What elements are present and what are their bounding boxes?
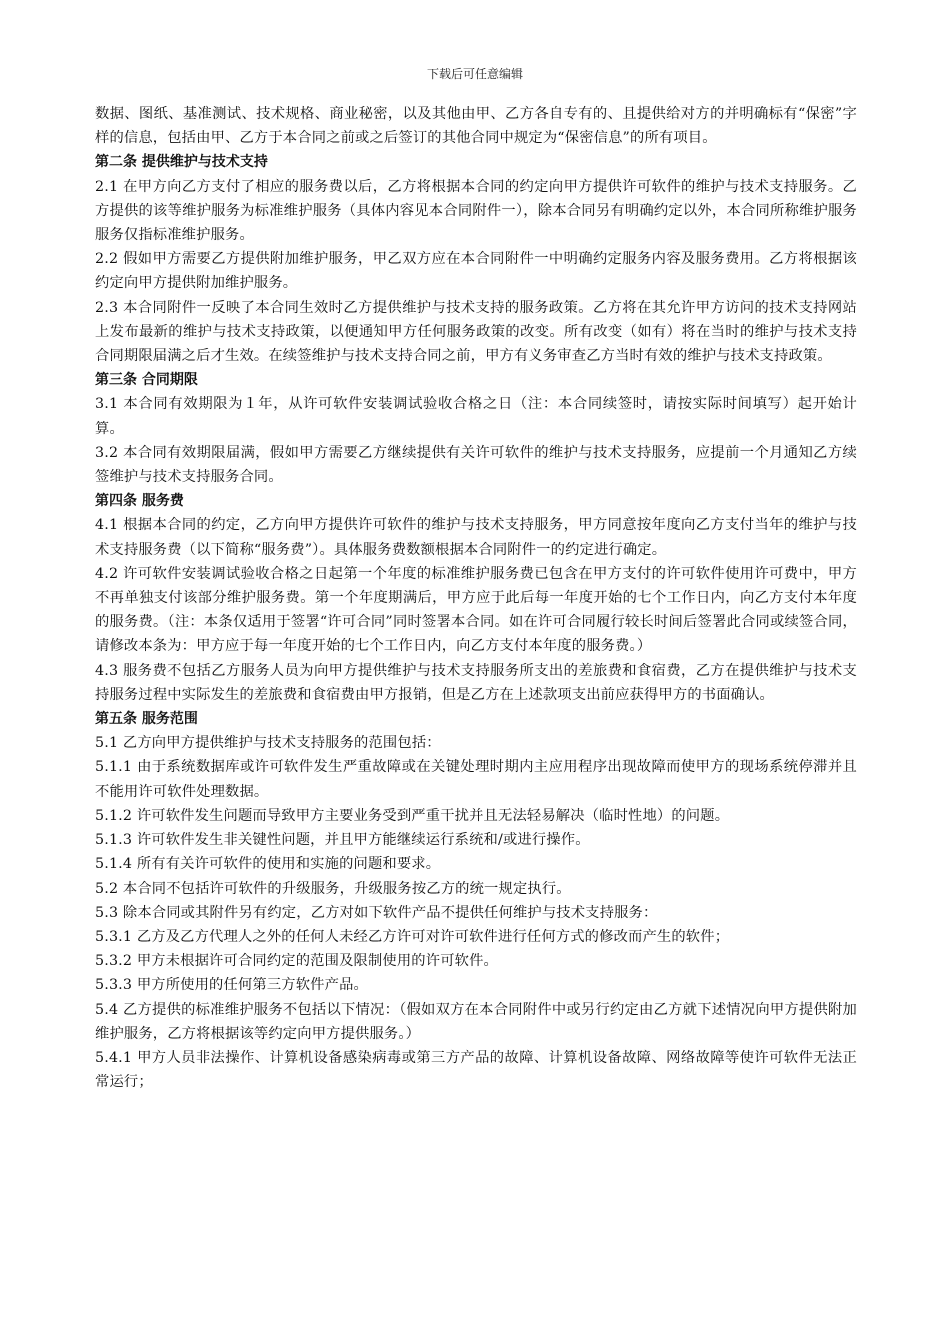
paragraph: 2.2 假如甲方需要乙方提供附加维护服务，甲乙双方应在本合同附件一中明确约定服务内容及服务费用。乙方将根据该约定向甲方提供附加维护服务。 (95, 251, 857, 292)
paragraph: 5.4.1 甲方人员非法操作、计算机设备感染病毒或第三方产品的故障、计算机设备故障、网络故障等使许可软件无法正常运行； (95, 1049, 857, 1091)
paragraph: 5.3.1 乙方及乙方代理人之外的任何人未经乙方许可对许可软件进行任何方式的修改而产生的软件； (95, 928, 730, 945)
paragraph: 3.1 本合同有效期限为１年，从许可软件安装调试验收合格之日（注：本合同续签时，请按实际时间填写）起开始计算。 (95, 396, 857, 437)
paragraph: 5.4 乙方提供的标准维护服务不包括以下情况：（假如双方在本合同附件中或另行约定由乙方就下述情况向甲方提供附加维护服务，乙方将根据该等约定向甲方提供服务。） (95, 1001, 857, 1042)
paragraph: 5.1.4 所有有关许可软件的使用和实施的问题和要求。 (95, 856, 441, 873)
paragraph: 5.1.3 许可软件发生非关键性问题，并且甲方能继续运行系统和/或进行操作。 (95, 832, 590, 849)
paragraph: 5.1 乙方向甲方提供维护与技术支持服务的范围包括： (95, 735, 441, 752)
paragraph: 3.2 本合同有效期限届满，假如甲方需要乙方继续提供有关许可软件的维护与技术支持服务，应提前一个月通知乙方续签维护与技术支持服务合同。 (95, 444, 857, 486)
section-heading: 第三条 合同期限 (95, 372, 198, 389)
paragraph: 5.2 本合同不包括许可软件的升级服务，升级服务按乙方的统一规定执行。 (95, 880, 571, 897)
paragraph: 数据、图纸、基准测试、技术规格、商业秘密，以及其他由甲、乙方各自专有的、且提供给对方的并明确标有“保密”字样的信息，包括由甲、乙方于本合同之前或之后签订的其他合同中规定为“保密信息”的所有项目。 (95, 106, 857, 147)
paragraph: 5.3.3 甲方所使用的任何第三方软件产品。 (95, 977, 368, 994)
paragraph: 2.1 在甲方向乙方支付了相应的服务费以后，乙方将根据本合同的约定向甲方提供许可软件的维护与技术支持服务。乙方提供的该等维护服务为标准维护服务（具体内容见本合同附件一），除本合同另有明确约定以外，本合同所称维护服务服务仅指标准维护服务。 (95, 178, 857, 244)
paragraph: 5.3 除本合同或其附件另有约定，乙方对如下软件产品不提供任何维护与技术支持服务： (95, 904, 658, 921)
paragraph: 4.1 根据本合同的约定，乙方向甲方提供许可软件的维护与技术支持服务，甲方同意按年度向乙方支付当年的维护与技术支持服务费（以下简称“服务费”）。具体服务费数额根据本合同附件一的约定进行确定。 (95, 517, 857, 558)
section-heading: 第四条 服务费 (95, 493, 184, 510)
page-header: 下载后可任意编辑 (426, 67, 523, 81)
paragraph: 5.1.2 许可软件发生问题而导致甲方主要业务受到严重干扰并且无法轻易解决（临时性地）的问题。 (95, 807, 730, 824)
paragraph: 4.2 许可软件安装调试验收合格之日起第一个年度的标准维护服务费已包含在甲方支付的许可软件使用许可费中，甲方不再单独支付该部分维护服务费。第一个年度期满后，甲方应于此后每一年度开始的七个工作日内，向乙方支付本年度的服务费。（注：本条仅适用于签署“许可合同”同时签署本合同。如在许可合同履行较长时间后签署此合同或续签合同，请修改本条为：甲方应于每一年度开始的七个工作日内，向乙方支付本年度的服务费。） (95, 565, 857, 655)
section-heading: 第二条 提供维护与技术支持 (95, 154, 268, 171)
paragraph: 5.3.2 甲方未根据许可合同约定的范围及限制使用的许可软件。 (95, 953, 498, 970)
paragraph: 4.3 服务费不包括乙方服务人员为向甲方提供维护与技术支持服务所支出的差旅费和食宿费，乙方在提供维护与技术支持服务过程中实际发生的差旅费和食宿费由甲方报销，但是乙方在上述款项支出前应获得甲方的书面确认。 (95, 662, 857, 703)
section-heading: 第五条 服务范围 (95, 711, 198, 728)
document-body (95, 102, 857, 1094)
paragraph: 5.1.1 由于系统数据库或许可软件发生严重故障或在关键处理时期内主应用程序出现故障而使甲方的现场系统停滞并且不能用许可软件处理数据。 (95, 759, 857, 800)
paragraph: 2.3 本合同附件一反映了本合同生效时乙方提供维护与技术支持的服务政策。乙方将在其允许甲方访问的技术支持网站上发布最新的维护与技术支持政策，以便通知甲方任何服务政策的改变。所有改变（如有）将在当时的维护与技术支持合同期限届满之后才生效。在续签维护与技术支持合同之前，甲方有义务审查乙方当时有效的维护与技术支持政策。 (95, 299, 857, 365)
